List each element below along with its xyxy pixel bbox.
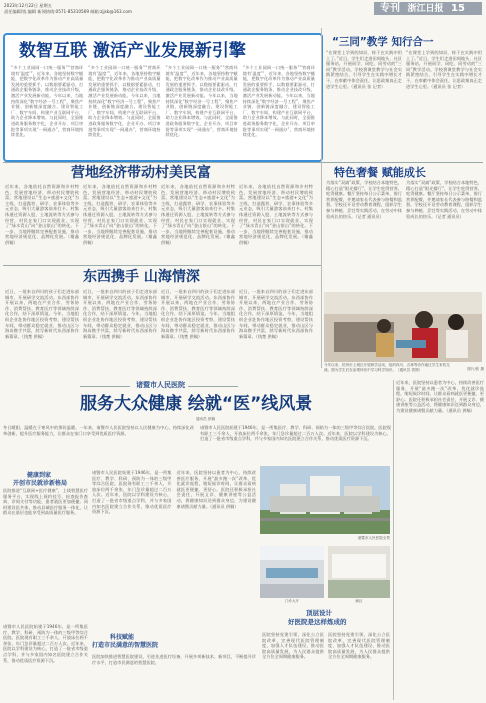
hospital-intro-col1: 冬日暖阳，温暖在于寒风中的那份温暖。一年来，诸暨市人民医院坚持以人民健康为中心，持续深化改革创新，提升医疗服务能力，让群众在家门口享受到优质医疗资源。 — [3, 425, 194, 436]
hospital-building-caption: 诸暨市人民医院全景 — [357, 536, 390, 540]
hospital-sub3-col2: 医院坚持党建引领，深化公立医院改革，完善现代医院管理制度，加强人才队伍建设，推动医院高质量发展，为人民群众提供全方位全周期健康服务。 — [328, 632, 390, 660]
village-col3: 近年来，各地依托自然资源和乡村特色，发展营地经济，带动村民增收致富。营地建设以“生态+旅游+文化”为主线，打造露营、研学、农事体验等多元业态，吸引大量游客前来打卡。村集体通过资源入股、土地流转等方式参与经营，村民在家门口实现就业，实现了“绿水青山”向“金山银山”的转化。下一步，当地将继续完善配套设施，推动营地经济规范化、品牌化发展。（谢鑫 供稿） — [161, 184, 235, 245]
section-tab — [374, 2, 482, 15]
east-west-col3: 近日，一批来自四川的孩子们走进东部城市，开展研学交流活动。东西部协作开展以来，两地在产业合作、劳务协作、消费帮扶、教育医疗等领域持续深化合作，结下深厚情谊。今年，当地组织企业赴协作地区投资考察，建设帮扶车间，带动群众稳定就业，推动山区与海岛携手共富，续写新时代东西部协作新篇章。（钱楚 供稿） — [161, 289, 235, 339]
east-west-col2: 近日，一批来自四川的孩子们走进东部城市，开展研学交流活动。东西部协作开展以来，两地在产业合作、劳务协作、消费帮扶、教育医疗等领域持续深化合作，结下深厚情谊。今年，当地组织企业赴协作地区投资考察，建设帮扶车间，带动群众稳定就业，推动山区与海岛携手共富，续写新时代东西部协作新篇章。（钱楚 供稿） — [83, 289, 157, 339]
hospital-sub2-body: 医院加快推进智慧医院建设，引进先进医疗设备，开展多项新技术、新项目，不断提升诊疗水平，打造市民满意的智慧医院。 — [92, 654, 256, 665]
hospital-sub3-title: 顶层设计 — [306, 609, 332, 617]
clinic-photo-art — [260, 546, 324, 598]
three-fronts-col2: “在课堂上学到的知识，终于在实践中用上了。”近日，学生们走进田间地头、社区服务站，开展同学、同吃、同劳动的“三同”教学活动。学校将课堂教学与社会实践紧密结合，引导学生在实践中增长才干，在奉献中体会责任，让思政课真正走进学生心里。（通讯员 张 记者） — [406, 50, 482, 89]
village-col2: 近年来，各地依托自然资源和乡村特色，发展营地经济，带动村民增收致富。营地建设以“生态+旅游+文化”为主线，打造露营、研学、农事体验等多元业态，吸引大量游客前来打卡。村集体通过资源入股、土地流转等方式参与经营，村民在家门口实现就业，实现了“绿水青山”向“金山银山”的转化。下一步，当地将继续完善配套设施，推动营地经济规范化、品牌化发展。（谢鑫 供稿） — [83, 184, 157, 245]
lead-article — [3, 33, 323, 162]
hospital-right-cols — [396, 380, 484, 700]
special-feature-col2: 为落实“双减”政策，学校结合本地特色，精心打造“阳光餐厅”，让学生吃得营养、吃得健康。餐厅坚持每日公示菜单，推行营养配餐，并邀请家长代表参与陪餐和监督。学校还开设劳动教育课程，组织学生参与种植、烹饪等实践活动，在劳动中体验成长的快乐。（记者 通讯员） — [406, 180, 482, 219]
village-article — [3, 164, 315, 262]
masthead-date: 2023年12月22日 星期五 — [4, 3, 52, 8]
hospital-sub3-subtitle: 好医院是这样炼成的 — [288, 618, 347, 626]
lead-title: 数智互联 激活产业发展新引擎 — [19, 41, 246, 61]
hospital-sub2-body-top: 诸暨市人民医院始建于1946年，是一所集医疗、教学、科研、预防为一体的三级甲等综合医院。医院现有职工三千余人，开放床位两千余张，年门急诊量超过二百万人次。近年来，医院以学科建设为核心，打造了一批省市级重点学科，并与多家国内知名医院建立合作关系，推动优质医疗资源下沉。 — [3, 624, 88, 663]
special-feature-article — [324, 164, 484, 290]
east-west-article — [3, 267, 315, 357]
hospital-sub1-subtitle: 开创市民就诊新格局 — [13, 480, 68, 487]
special-feature-title: 特色奢餐 赋能成长 — [334, 166, 426, 179]
hospital-building-photo — [260, 466, 390, 534]
special-feature-columns — [326, 180, 482, 288]
special-feature-col1: 为落实“双减”政策，学校结合本地特色，精心打造“阳光餐厅”，让学生吃得营养、吃得健康。餐厅坚持每日公示菜单，推行营养配餐，并邀请家长代表参与陪餐和监督。学校还开设劳动教育课程，组织学生参与种植、烹饪等实践活动，在劳动中体验成长的快乐。（记者 通讯员） — [326, 180, 402, 219]
hospital-kicker: 诸暨市人民医院 — [136, 381, 185, 389]
east-west-col1: 近日，一批来自四川的孩子们走进东部城市，开展研学交流活动。东西部协作开展以来，两地在产业合作、劳务协作、消费帮扶、教育医疗等领域持续深化合作，结下深厚情谊。今年，当地组织企业赴协作地区投资考察，建设帮扶车间，带动群众稳定就业，推动山区与海岛携手共富，续写新时代东西部协作新篇章。（钱楚 供稿） — [5, 289, 79, 339]
hospital-intro-col2: 诸暨市人民医院始建于1946年，是一所集医疗、教学、科研、预防为一体的三级甲等综合医院。医院现有职工三千余人，开放床位两千余张，年门急诊量超过二百万人次。近年来，医院以学科建设为核心，打造了一批省市级重点学科，并与多家国内知名医院建立合作关系，推动优质医疗资源下沉。 — [200, 425, 391, 442]
hospital-byline: 通讯员 供稿 — [196, 417, 216, 421]
hospital-sub1-title: 健康到家 — [27, 472, 52, 479]
hospital-middle-cols — [92, 470, 256, 630]
hospital-sub2 — [3, 624, 88, 700]
three-fronts-article — [324, 28, 484, 160]
section-label: 专刊 — [380, 3, 400, 14]
lead-body-col4: “多个工业园网一口统一服务”“营商环境有‘温度’”，近年来，各地坚持数字赋能，把数字化改革作为推动产业高质量发展的重要抓手，以数据要素驱动，打通政企服务链条，推动企业技改升级，激活产业发展新动能。今年以来，当地持续深化“数字经济一号工程”，聚焦产业链、创新链深度融合，建设智能工厂、数字车间，构建产业互联网平台，助力企业降本增效。与此同时，全面推进政务服务数字化，企业开办、项目审批等事项实现“一网通办”，营商环境持续优化。 — [242, 65, 315, 138]
classroom-photo-caption: 今年以来，杭州市上城区开展研学活动，组织四川、吉林等协作地区学生来杭交流。图为学生们在参观体验中学习科学知识。（通讯员 供图） — [324, 363, 450, 372]
three-fronts-columns — [326, 50, 482, 158]
hospital-sub1 — [3, 470, 88, 620]
ward-photo-caption: 病区 — [355, 599, 363, 603]
paper-name: 浙江日报 — [407, 4, 444, 14]
classroom-photo-art — [324, 292, 482, 362]
hospital-building-art — [260, 466, 390, 534]
three-fronts-col1: “在课堂上学到的知识，终于在实践中用上了。”近日，学生们走进田间地头、社区服务站，开展同学、同吃、同劳动的“三同”教学活动。学校将课堂教学与社会实践紧密结合，引导学生在实践中增长才干，在奉献中体会责任，让思政课真正走进学生心里。（通讯员 张 记者） — [326, 50, 402, 89]
hospital-sub2-head — [92, 632, 174, 652]
village-columns — [5, 184, 313, 262]
hospital-mid-col1: 诸暨市人民医院始建于1946年，是一所集医疗、教学、科研、预防为一体的三级甲等综合医院。医院现有职工三千余人，开放床位两千余张，年门急诊量超过二百万人次。近年来，医院以学科建设为核心，打造了一批省市级重点学科，并与多家国内知名医院建立合作关系，推动优质医疗资源下沉。 — [92, 470, 172, 515]
hospital-right-col: 近年来，医院坚持以患者为中心，持续改善医疗服务，开展“最多跑一次”改革，优化就诊流程，缩短候诊时间，让群众看病就医更便捷、更舒心。医院还积极承担社会责任，开展义诊、健康讲座等公益活动，将健康知识送到群众身边，为建设健康诸暨贡献力量。（通讯员 供稿） — [396, 380, 484, 413]
clinic-photo — [260, 546, 324, 598]
classroom-photo — [324, 292, 482, 362]
masthead — [0, 0, 486, 18]
classroom-photo-credit: 图片/张 摄 — [467, 367, 484, 371]
lead-body-col1: “多个工业园网一口统一服务”“营商环境有‘温度’”，近年来，各地坚持数字赋能，把数字化改革作为推动产业高质量发展的重要抓手，以数据要素驱动，打通政企服务链条，推动企业技改升级，激活产业发展新动能。今年以来，当地持续深化“数字经济一号工程”，聚焦产业链、创新链深度融合，建设智能工厂、数字车间，构建产业互联网平台，助力企业降本增效。与此同时，全面推进政务服务数字化，企业开办、项目审批等事项实现“一网通办”，营商环境持续优化。 — [11, 65, 84, 138]
lead-body-col3: “多个工业园网一口统一服务”“营商环境有‘温度’”，近年来，各地坚持数字赋能，把数字化改革作为推动产业高质量发展的重要抓手，以数据要素驱动，打通政企服务链条，推动企业技改升级，激活产业发展新动能。今年以来，当地持续深化“数字经济一号工程”，聚焦产业链、创新链深度融合，建设智能工厂、数字车间，构建产业互联网平台，助力企业降本增效。与此同时，全面推进政务服务数字化，企业开办、项目审批等事项实现“一网通办”，营商环境持续优化。 — [165, 65, 238, 138]
hospital-sub3-col1: 医院坚持党建引领，深化公立医院改革，完善现代医院管理制度，加强人才队伍建设，推动医院高质量发展，为人民群众提供全方位全周期健康服务。 — [262, 632, 324, 660]
hospital-sub1-body: 医院推进“互联网+医疗健康”，上线智慧医疗服务平台，实现线上预约挂号、检查报告查询、诊间支付等功能，患者就医更加便捷。同时建设医共体，推动县域医疗服务一体化，让群众在基层也能享受到高质量医疗服务。 — [3, 488, 88, 516]
village-col4: 近年来，各地依托自然资源和乡村特色，发展营地经济，带动村民增收致富。营地建设以“生态+旅游+文化”为主线，打造露营、研学、农事体验等多元业态，吸引大量游客前来打卡。村集体通过资源入股、土地流转等方式参与经营，村民在家门口实现就业，实现了“绿水青山”向“金山银山”的转化。下一步，当地将继续完善配套设施，推动营地经济规范化、品牌化发展。（谢鑫 供稿） — [239, 184, 313, 245]
hospital-mid-col2: 近年来，医院坚持以患者为中心，持续改善医疗服务，开展“最多跑一次”改革，优化就诊流程，缩短候诊时间，让群众看病就医更便捷、更舒心。医院还积极承担社会责任，开展义诊、健康讲座等公益活动，将健康知识送到群众身边，为建设健康诸暨贡献力量。（通讯员 供稿） — [176, 470, 256, 509]
village-title: 营地经济带动村美民富 — [71, 165, 211, 181]
lead-body-col2: “多个工业园网一口统一服务”“营商环境有‘温度’”，近年来，各地坚持数字赋能，把数字化改革作为推动产业高质量发展的重要抓手，以数据要素驱动，打通政企服务链条，推动企业技改升级，激活产业发展新动能。今年以来，当地持续深化“数字经济一号工程”，聚焦产业链、创新链深度融合，建设智能工厂、数字车间，构建产业互联网平台，助力企业降本增效。与此同时，全面推进政务服务数字化，企业开办、项目审批等事项实现“一网通办”，营商环境持续优化。 — [88, 65, 161, 138]
ward-photo-art — [328, 546, 390, 598]
hospital-title: 服务大众健康 绘就“医”线风景 — [80, 394, 313, 414]
hospital-sub2-subtitle: 打造市民满意的智慧医院 — [92, 642, 159, 649]
village-col1: 近年来，各地依托自然资源和乡村特色，发展营地经济，带动村民增收致富。营地建设以“生态+旅游+文化”为主线，打造露营、研学、农事体验等多元业态，吸引大量游客前来打卡。村集体通过资源入股、土地流转等方式参与经营，村民在家门口实现就业，实现了“绿水青山”向“金山银山”的转化。下一步，当地将继续完善配套设施，推动营地经济规范化、品牌化发展。（谢鑫 供稿） — [5, 184, 79, 245]
hospital-intro — [3, 425, 391, 465]
three-fronts-title: “三同”教学 知行合一 — [332, 36, 434, 48]
east-west-title: 东西携手 山海情深 — [83, 269, 200, 285]
page-number: 15 — [450, 3, 465, 14]
ward-photo — [328, 546, 390, 598]
hospital-kicker-bar — [80, 380, 240, 392]
east-west-col4: 近日，一批来自四川的孩子们走进东部城市，开展研学交流活动。东西部协作开展以来，两地在产业合作、劳务协作、消费帮扶、教育医疗等领域持续深化合作，结下深厚情谊。今年，当地组织企业赴协作地区投资考察，建设帮扶车间，带动群众稳定就业，推动山区与海岛携手共富，续写新时代东西部协作新篇章。（钱楚 供稿） — [239, 289, 313, 339]
lead-columns — [11, 65, 315, 155]
east-west-columns — [5, 289, 313, 357]
clinic-photo-caption: 门诊大厅 — [284, 599, 300, 603]
hospital-sub3-cols — [262, 632, 390, 700]
hospital-sub3-head — [262, 608, 390, 630]
hospital-sub2-title: 科技赋能 — [110, 634, 135, 641]
masthead-editor: 责任编辑/钱 编辑 新闻热线:0571-85310569 邮箱:zjjsb@163.com — [4, 9, 132, 14]
